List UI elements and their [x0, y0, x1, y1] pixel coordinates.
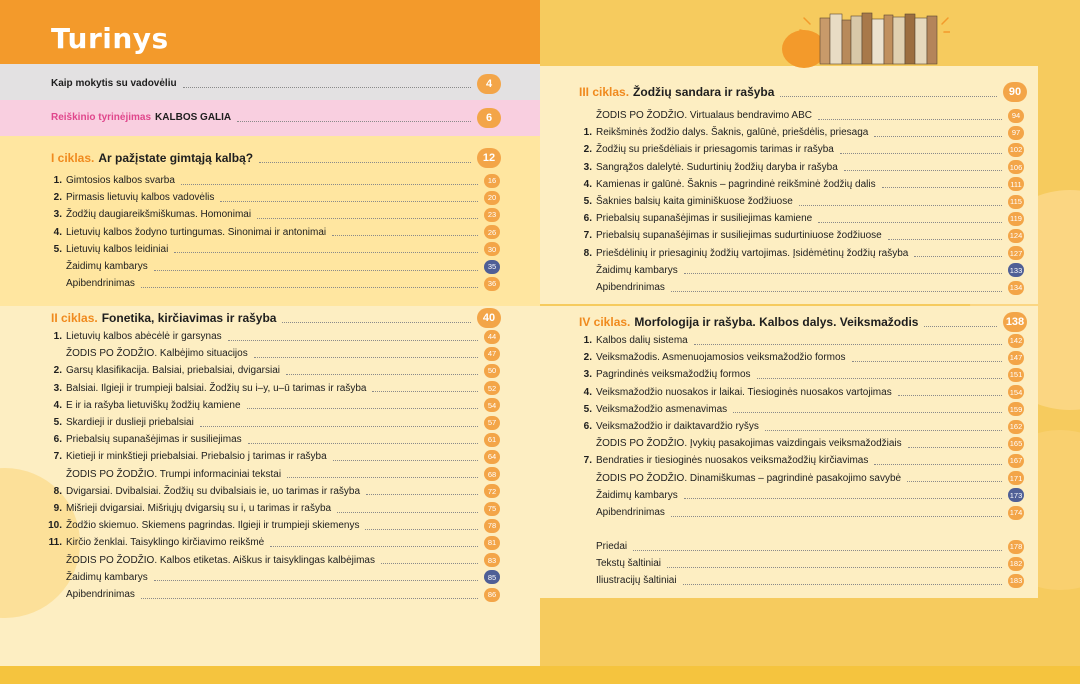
toc-entry[interactable]: [44, 517, 500, 534]
page-badge: 111: [1008, 177, 1024, 191]
page-badge: 174: [1008, 506, 1024, 520]
cycle2-heading[interactable]: [51, 307, 501, 329]
toc-entry[interactable]: [44, 172, 500, 189]
leader-dots: [287, 470, 478, 478]
cycle-label: II ciklas.: [51, 311, 98, 325]
entry-text: Apibendrinimas: [66, 278, 135, 290]
entry-number: 3.: [53, 209, 62, 221]
leader-dots: [282, 313, 471, 323]
leader-dots: [254, 350, 478, 358]
toc-entry[interactable]: [44, 534, 500, 551]
entry-number: 3.: [53, 382, 62, 394]
toc-entry[interactable]: [574, 418, 1024, 435]
entry-text: Skardieji ir duslieji priebalsiai: [66, 417, 194, 428]
toc-entry[interactable]: [44, 275, 500, 292]
toc-entry[interactable]: [574, 159, 1024, 176]
leader-dots: [671, 284, 1002, 292]
leader-dots: [154, 263, 478, 271]
entry-text: Apibendrinimas: [596, 282, 665, 293]
leader-dots: [141, 280, 478, 288]
page-badge: 47: [484, 347, 500, 361]
page-badge: 50: [484, 364, 500, 378]
entry-text: Sangrąžos dalelytė. Sudurtinių žodžių daryba ir rašyba: [596, 161, 838, 173]
leader-dots: [799, 198, 1002, 206]
page-title: Turinys: [51, 22, 169, 55]
leader-dots: [671, 509, 1002, 517]
leader-dots: [257, 211, 478, 219]
leader-dots: [852, 354, 1002, 362]
cycle4-heading[interactable]: [579, 311, 1027, 333]
leader-dots: [683, 577, 1002, 585]
entry-text: ŽODIS PO ŽODŽIO. Trumpi informaciniai tekstai: [66, 468, 282, 480]
page-badge: 57: [484, 416, 500, 430]
entry-number: 2.: [53, 365, 62, 377]
toc-entry[interactable]: [574, 262, 1024, 279]
toc-entry[interactable]: [44, 224, 500, 241]
entry-text: Priebalsių supanašėjimas ir susiliejimas sudurtiniuose žodžiuose: [596, 230, 882, 242]
entry-number: 4.: [53, 226, 62, 238]
entry-number: 1.: [53, 175, 62, 186]
entry-text: Tekstų šaltiniai: [596, 558, 662, 570]
page-badge: 40: [477, 308, 501, 328]
entry-text: Šaknies balsių kaita giminiškuose žodžiuose: [596, 196, 793, 207]
toc-entry[interactable]: [574, 538, 1024, 555]
page-badge: 61: [484, 433, 500, 447]
cycle3-heading[interactable]: [579, 81, 1027, 103]
cycle-title: Fonetika, kirčiavimas ir rašyba: [101, 311, 277, 325]
leader-dots: [874, 457, 1002, 465]
entry-text: Lietuvių kalbos žodyno turtingumas. Sinonimai ir antonimai: [66, 226, 327, 238]
leader-dots: [228, 333, 478, 341]
toc-entry[interactable]: [44, 328, 500, 345]
leader-dots: [259, 153, 471, 163]
toc-entry[interactable]: [574, 245, 1024, 262]
page-badge: 178: [1008, 540, 1024, 554]
toc-entry[interactable]: [44, 500, 500, 517]
entry-text: Pirmasis lietuvių kalbos vadovėlis: [66, 192, 215, 204]
page-badge: 133: [1008, 263, 1024, 277]
leader-dots: [898, 388, 1002, 396]
page-badge: 151: [1008, 368, 1024, 382]
entry-number: 7.: [53, 451, 62, 463]
entry-text: Kirčio ženklai. Taisyklingo kirčiavimo reikšmė: [66, 537, 265, 549]
page-badge: 16: [484, 174, 500, 188]
toc-entry[interactable]: [574, 349, 1024, 366]
cycle-title: Morfologija ir rašyba. Kalbos dalys. Veiksmažodis: [634, 315, 919, 329]
entry-text: Žaidimų kambarys: [66, 261, 148, 272]
toc-entry[interactable]: [51, 109, 501, 126]
cycle-label: IV ciklas.: [579, 315, 631, 329]
leader-dots: [840, 146, 1002, 154]
leader-dots: [332, 228, 478, 236]
toc-entry[interactable]: [574, 452, 1024, 469]
toc-entry[interactable]: [44, 380, 500, 397]
entry-text: Dvigarsiai. Dvibalsiai. Žodžių su dvibalsiais ie, uo tarimas ir rašyba: [66, 485, 360, 497]
books-illustration-icon: [780, 10, 950, 66]
page-badge: 20: [484, 191, 500, 205]
entry-text: Lietuvių kalbos abėcėlė ir garsynas: [66, 331, 222, 342]
entry-text: Bendraties ir tiesioginės nuosakos veiksmažodžių kirčiavimas: [596, 455, 869, 467]
entry-text: Žodžių su priešdėliais ir priesagomis tarimas ir rašyba: [596, 144, 834, 156]
leader-dots: [247, 401, 478, 409]
leader-dots: [141, 591, 478, 599]
entry-text: Veiksmažodžio nuosakos ir laikai. Tiesioginės nuosakos vartojimas: [596, 386, 892, 398]
leader-dots: [154, 573, 478, 581]
toc-entry[interactable]: [574, 107, 1024, 124]
toc-entry[interactable]: [574, 176, 1024, 193]
page-badge: 12: [477, 148, 501, 168]
entry-number: 9.: [53, 503, 62, 514]
cycle-label: III ciklas.: [579, 85, 630, 99]
entry-number: 10.: [48, 520, 62, 532]
leader-dots: [633, 543, 1002, 551]
entry-number: 5.: [583, 196, 592, 207]
page-badge: 182: [1008, 557, 1024, 571]
page-badge: 138: [1003, 312, 1027, 332]
toc-entry[interactable]: [574, 124, 1024, 141]
leader-dots: [757, 371, 1002, 379]
entry-number: 7.: [583, 455, 592, 467]
page-badge: 26: [484, 225, 500, 239]
entry-text: Lietuvių kalbos leidiniai: [66, 243, 169, 255]
entry-text: Priebalsių supanašėjimas ir susiliejimas: [66, 434, 242, 446]
page-badge: 75: [484, 502, 500, 516]
leader-dots: [270, 539, 478, 547]
entry-text: KALBOS GALIA: [155, 112, 232, 123]
cycle1-heading[interactable]: [51, 147, 501, 169]
entry-number: 2.: [583, 144, 592, 156]
entry-text: Žaidimų kambarys: [596, 264, 678, 276]
page-badge: 78: [484, 519, 500, 533]
entry-number: 7.: [583, 230, 592, 242]
entry-text: Žaidimų kambarys: [596, 489, 678, 501]
entry-text: ŽODIS PO ŽODŽIO. Virtualaus bendravimo ABC: [596, 110, 812, 121]
entry-text: Garsų klasifikacija. Balsiai, priebalsiai, dvigarsiai: [66, 365, 280, 377]
page-badge: 183: [1008, 574, 1024, 588]
page-badge: 35: [484, 260, 500, 274]
entry-number: 6.: [583, 421, 592, 432]
page-badge: 97: [1008, 126, 1024, 140]
page-badge: 154: [1008, 385, 1024, 399]
entry-text: Žodžio skiemuo. Skiemens pagrindas. Ilgieji ir trumpieji skiemenys: [66, 520, 360, 532]
page-badge: 147: [1008, 351, 1024, 365]
page-badge: 64: [484, 450, 500, 464]
entry-number: 4.: [583, 178, 592, 190]
entry-text: Gimtosios kalbos svarba: [66, 175, 175, 186]
toc-entry[interactable]: [44, 586, 500, 603]
page-badge: 171: [1008, 471, 1024, 485]
page-badge: 162: [1008, 420, 1024, 434]
toc-entry[interactable]: [44, 206, 500, 223]
leader-dots: [248, 436, 478, 444]
toc-entry[interactable]: [574, 141, 1024, 158]
entry-text: Žaidimų kambarys: [66, 571, 148, 583]
toc-entry[interactable]: [44, 414, 500, 431]
page-badge: 6: [477, 108, 501, 128]
leader-dots: [365, 522, 478, 530]
toc-entry[interactable]: [574, 366, 1024, 383]
toc-entry[interactable]: [44, 569, 500, 586]
entry-text: Mišrieji dvigarsiai. Mišriųjų dvigarsių su i, u tarimas ir rašyba: [66, 503, 332, 514]
entry-number: 5.: [583, 403, 592, 415]
toc-entry[interactable]: [44, 466, 500, 483]
leader-dots: [818, 112, 1002, 120]
leader-dots: [337, 505, 478, 513]
entry-number: 2.: [53, 192, 62, 204]
entry-number: 1.: [583, 127, 592, 139]
entry-number: 11.: [48, 537, 62, 549]
page-badge: 72: [484, 484, 500, 498]
entry-text: Balsiai. Ilgieji ir trumpieji balsiai. Žodžių su i–y, u–ū tarimas ir rašyba: [66, 382, 367, 394]
entry-text: Apibendrinimas: [66, 589, 135, 600]
entry-text: Veiksmažodžio asmenavimas: [596, 403, 728, 415]
leader-dots: [372, 384, 478, 392]
toc-entry[interactable]: [574, 504, 1024, 521]
entry-number: 8.: [53, 485, 62, 497]
page-badge: 54: [484, 398, 500, 412]
toc-entry[interactable]: [44, 258, 500, 275]
page-badge: 44: [484, 330, 500, 344]
page-badge: 159: [1008, 402, 1024, 416]
entry-number: 3.: [583, 161, 592, 173]
page-badge: 36: [484, 277, 500, 291]
toc-entry[interactable]: [44, 241, 500, 258]
entry-number: 4.: [583, 386, 592, 398]
cycle-title: Žodžių sandara ir rašyba: [633, 85, 775, 99]
page-badge: 68: [484, 467, 500, 481]
entry-text: ŽODIS PO ŽODŽIO. Kalbos etiketas. Aiškus ir taisyklingas kalbėjimas: [66, 554, 375, 566]
toc-entry[interactable]: [574, 572, 1024, 589]
leader-dots: [684, 491, 1002, 499]
page-badge: 23: [484, 208, 500, 222]
toc-entry[interactable]: [44, 189, 500, 206]
page-badge: 134: [1008, 281, 1024, 295]
page-badge: 124: [1008, 229, 1024, 243]
bottom-strip: [0, 666, 1080, 684]
entry-text: Priedai: [596, 541, 628, 552]
entry-number: 4.: [53, 399, 62, 411]
leader-dots: [780, 87, 997, 97]
leader-dots: [237, 114, 471, 122]
cycle-title: Ar pažįstate gimtąją kalbą?: [98, 151, 254, 165]
leader-dots: [333, 453, 478, 461]
entry-text: ŽODIS PO ŽODŽIO. Įvykių pasakojimas vaizdingais veiksmažodžiais: [596, 438, 902, 450]
page-badge: 4: [477, 74, 501, 94]
entry-number: 6.: [53, 434, 62, 446]
page-badge: 83: [484, 553, 500, 567]
toc-entry[interactable]: [51, 75, 501, 92]
entry-text: Veiksmažodis. Asmenuojamosios veiksmažodžio formos: [596, 352, 846, 364]
entry-text: Kamienas ir galūnė. Šaknis – pagrindinė reikšminė žodžių dalis: [596, 178, 876, 190]
toc-entry[interactable]: [574, 279, 1024, 296]
toc-entry[interactable]: [44, 345, 500, 362]
page-badge: 85: [484, 570, 500, 584]
entry-text: Veiksmažodžio ir daiktavardžio ryšys: [596, 421, 759, 432]
cycle-label: I ciklas.: [51, 151, 95, 165]
toc-entry[interactable]: [574, 227, 1024, 244]
entry-text: Pagrindinės veiksmažodžių formos: [596, 369, 751, 381]
entry-number: 1.: [53, 331, 62, 342]
leader-dots: [667, 560, 1002, 568]
toc-entry[interactable]: [574, 210, 1024, 227]
leader-dots: [818, 215, 1002, 223]
leader-dots: [924, 317, 997, 327]
entry-text: Priešdėlinių ir priesaginių žodžių vartojimas. Įsidėmėtinų žodžių rašyba: [596, 247, 909, 259]
leader-dots: [908, 440, 1002, 448]
entry-number: 1.: [583, 335, 592, 346]
toc-entry[interactable]: [574, 555, 1024, 572]
page-badge: 142: [1008, 334, 1024, 348]
entry-text: Apibendrinimas: [596, 507, 665, 518]
leader-dots: [220, 194, 478, 202]
entry-number: 8.: [583, 247, 592, 259]
leader-dots: [286, 367, 478, 375]
page-header: [0, 0, 540, 64]
toc-entry[interactable]: [44, 483, 500, 500]
page-badge: 86: [484, 588, 500, 602]
toc-entry[interactable]: [574, 435, 1024, 452]
entry-text: Reikšminės žodžio dalys. Šaknis, galūnė, priešdėlis, priesaga: [596, 127, 869, 139]
leader-dots: [874, 129, 1002, 137]
leader-dots: [174, 245, 478, 253]
toc-entry[interactable]: [574, 487, 1024, 504]
entry-number: 5.: [53, 417, 62, 428]
leader-dots: [183, 80, 471, 88]
reiskinio-label: Reiškinio tyrinėjimas: [51, 112, 152, 123]
leader-dots: [888, 232, 1002, 240]
toc-entry[interactable]: [574, 470, 1024, 487]
entry-text: Kaip mokytis su vadovėliu: [51, 78, 177, 89]
leader-dots: [844, 163, 1002, 171]
entry-text: E ir ia rašyba lietuviškų žodžių kamiene: [66, 399, 241, 411]
entry-text: Kietieji ir minkštieji priebalsiai. Priebalsio j tarimas ir rašyba: [66, 451, 327, 463]
page-badge: 81: [484, 536, 500, 550]
entry-text: Žodžių daugiareikšmiškumas. Homonimai: [66, 209, 252, 221]
leader-dots: [733, 405, 1002, 413]
page-badge: 30: [484, 242, 500, 256]
toc-entry[interactable]: [574, 384, 1024, 401]
page-badge: 127: [1008, 246, 1024, 260]
page-badge: 106: [1008, 160, 1024, 174]
toc-entry[interactable]: [44, 362, 500, 379]
leader-dots: [907, 474, 1002, 482]
entry-number: 6.: [583, 213, 592, 225]
entry-text: Priebalsių supanašėjimas ir susiliejimas kamiene: [596, 213, 813, 225]
page-badge: 115: [1008, 195, 1024, 209]
leader-dots: [684, 266, 1002, 274]
entry-number: 2.: [583, 352, 592, 364]
leader-dots: [765, 423, 1002, 431]
page-badge: 94: [1008, 109, 1024, 123]
toc-entry[interactable]: [574, 193, 1024, 210]
entry-text: ŽODIS PO ŽODŽIO. Kalbėjimo situacijos: [66, 348, 248, 360]
entry-number: 5.: [53, 243, 62, 255]
toc-entry[interactable]: [44, 552, 500, 569]
leader-dots: [381, 556, 478, 564]
toc-entry[interactable]: [574, 332, 1024, 349]
entry-text: ŽODIS PO ŽODŽIO. Dinamiškumas – pagrindinė pasakojimo savybė: [596, 472, 902, 484]
toc-entry[interactable]: [44, 397, 500, 414]
leader-dots: [914, 249, 1002, 257]
leader-dots: [882, 180, 1002, 188]
toc-entry[interactable]: [574, 401, 1024, 418]
entry-text: Kalbos dalių sistema: [596, 335, 688, 346]
page-badge: 52: [484, 381, 500, 395]
page-badge: 167: [1008, 454, 1024, 468]
entry-text: Iliustracijų šaltiniai: [596, 575, 677, 587]
leader-dots: [366, 487, 478, 495]
page-badge: 119: [1008, 212, 1024, 226]
toc-entry[interactable]: [44, 448, 500, 465]
entry-number: 3.: [583, 369, 592, 381]
leader-dots: [181, 177, 478, 185]
page-badge: 102: [1008, 143, 1024, 157]
page-badge: 165: [1008, 437, 1024, 451]
page-badge: 90: [1003, 82, 1027, 102]
leader-dots: [200, 419, 478, 427]
page-badge: 173: [1008, 488, 1024, 502]
leader-dots: [694, 337, 1002, 345]
toc-entry[interactable]: [44, 431, 500, 448]
